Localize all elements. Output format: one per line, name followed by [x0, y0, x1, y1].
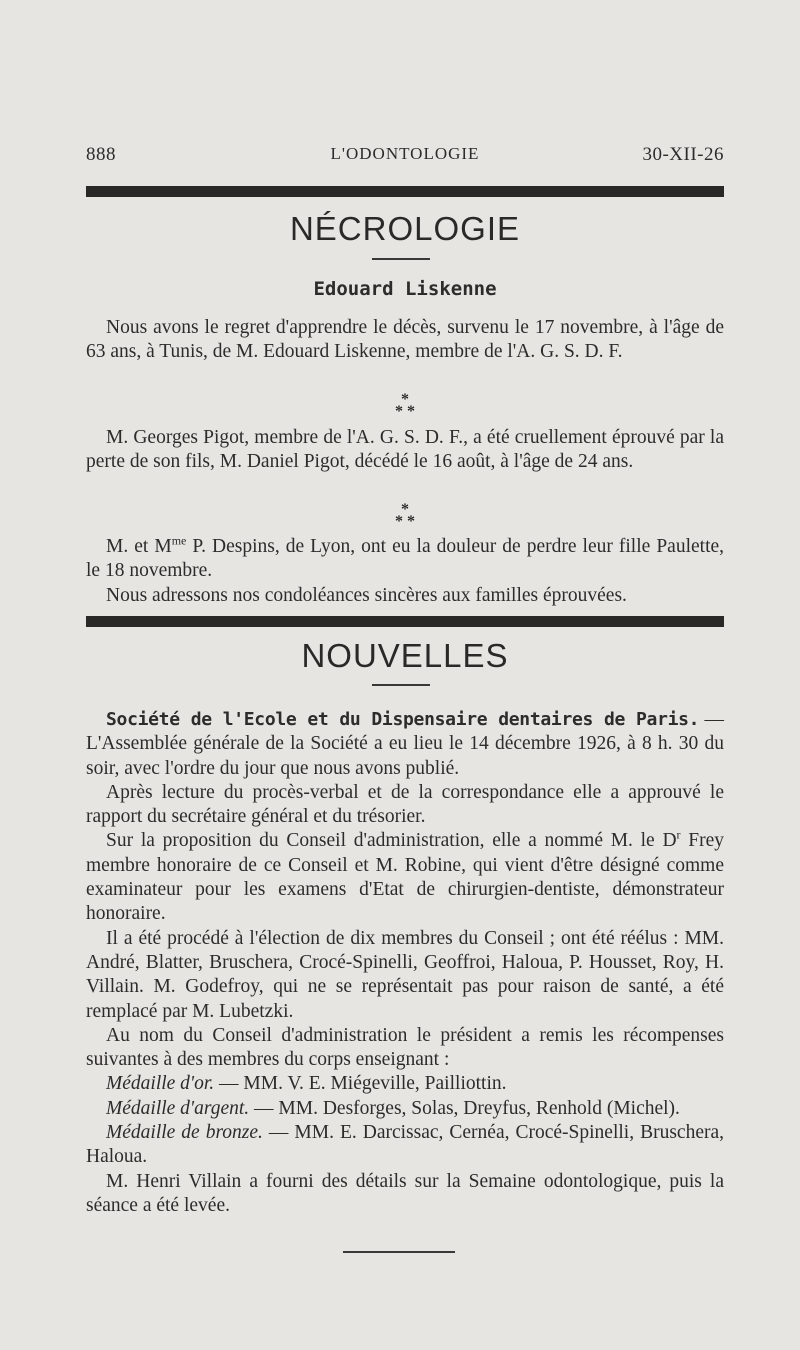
end-rule [343, 1251, 455, 1253]
medal-recipients: — MM. V. E. Miégeville, Pailliottin. [214, 1073, 507, 1095]
paragraph-text: P. Despins, de Lyon, ont eu la douleur de perdre leur fille Paulette, le 18 novembre. [86, 536, 725, 582]
paragraph-text: Sur la proposition du Conseil d'administration, elle a nommé M. le D [106, 830, 677, 852]
asterism-divider: * * * [395, 501, 415, 530]
news-article [86, 708, 724, 1218]
obituary-paragraph-3 [86, 535, 724, 608]
issue-date: 30-XII-26 [642, 144, 724, 165]
paragraph-text: Nous avons le regret d'apprendre le décès, survenu le 17 novembre, à l'âge de 63 ans, à Tunis, de M. Edouard Liskenne, membre de l'A. G. S. D. F. [86, 317, 724, 363]
top-rule [86, 186, 724, 197]
journal-title: L'ODONTOLOGIE [330, 144, 480, 163]
title-underline [372, 258, 430, 260]
condolences-text: Nous adressons nos condoléances sincères aux familles éprouvées. [106, 584, 627, 606]
paragraph-text: M. et M [106, 536, 172, 557]
superscript: me [171, 533, 187, 548]
paragraph-text: M. Georges Pigot, membre de l'A. G. S. D. F., a été cruellement éprouvé par la perte de son fils, M. Daniel Pigot, décédé le 16 août, à l'âge de 24 ans. [86, 427, 724, 473]
asterism-divider: * * * [395, 391, 415, 420]
obituary-paragraph-2 [86, 426, 724, 475]
paragraph-text: Après lecture du procès-verbal et de la correspondance elle a approuvé le rapport du secrétaire général et du trésorier. [86, 781, 724, 828]
medal-label: Médaille de bronze. [106, 1122, 263, 1144]
medal-label: Médaille d'argent. [106, 1097, 250, 1119]
medal-label: Médaille d'or. [106, 1073, 215, 1095]
paragraph-text: Frey membre honoraire de ce Conseil et M. Robine, qui vient d'être désigné comme examinateur pour les examens d'Etat de chirurgien-dentiste, démonstrateur honoraire. [86, 830, 725, 925]
medal-recipients: — MM. E. Darcissac, Cernéa, Crocé-Spinelli, Bruschera, Haloua. [86, 1122, 724, 1168]
paragraph-text: — L'Assemblée générale de la Société a eu lieu le 14 décembre 1926, à 8 h. 30 du soir, avec l'ordre du jour que nous avons publié. [86, 709, 725, 779]
article-heading: Société de l'Ecole et du Dispensaire dentaires de Paris. [106, 709, 700, 730]
obituary-paragraph-1 [86, 316, 724, 365]
superscript: r [676, 827, 681, 842]
medal-recipients: — MM. Desforges, Solas, Dreyfus, Renhold (Michel). [249, 1097, 680, 1119]
paragraph-text: Il a été procédé à l'élection de dix membres du Conseil ; ont été réélus : MM. André, Blatter, Bruschera, Crocé-Spinelli, Geoffroi, Haloua, P. Housset, Roy, H. Villain. M. Godefroy, qui ne se représentait pas pour raison de santé, a été remplacé par M. Lubetzki. [86, 927, 724, 1022]
obituary-subhead: Edouard Liskenne [313, 278, 497, 300]
section-title-nouvelles: NOUVELLES [301, 637, 509, 674]
title-underline [372, 684, 430, 686]
section-rule [86, 616, 724, 627]
paragraph-text: M. Henri Villain a fourni des détails sur la Semaine odontologique, puis la séance a été levée. [86, 1170, 724, 1216]
running-head [86, 144, 724, 170]
section-title-necrologie: NÉCROLOGIE [289, 210, 521, 247]
page-number: 888 [86, 144, 116, 165]
paragraph-text: Au nom du Conseil d'administration le président a remis les récompenses suivantes à des membres du corps enseignant : [86, 1024, 724, 1071]
